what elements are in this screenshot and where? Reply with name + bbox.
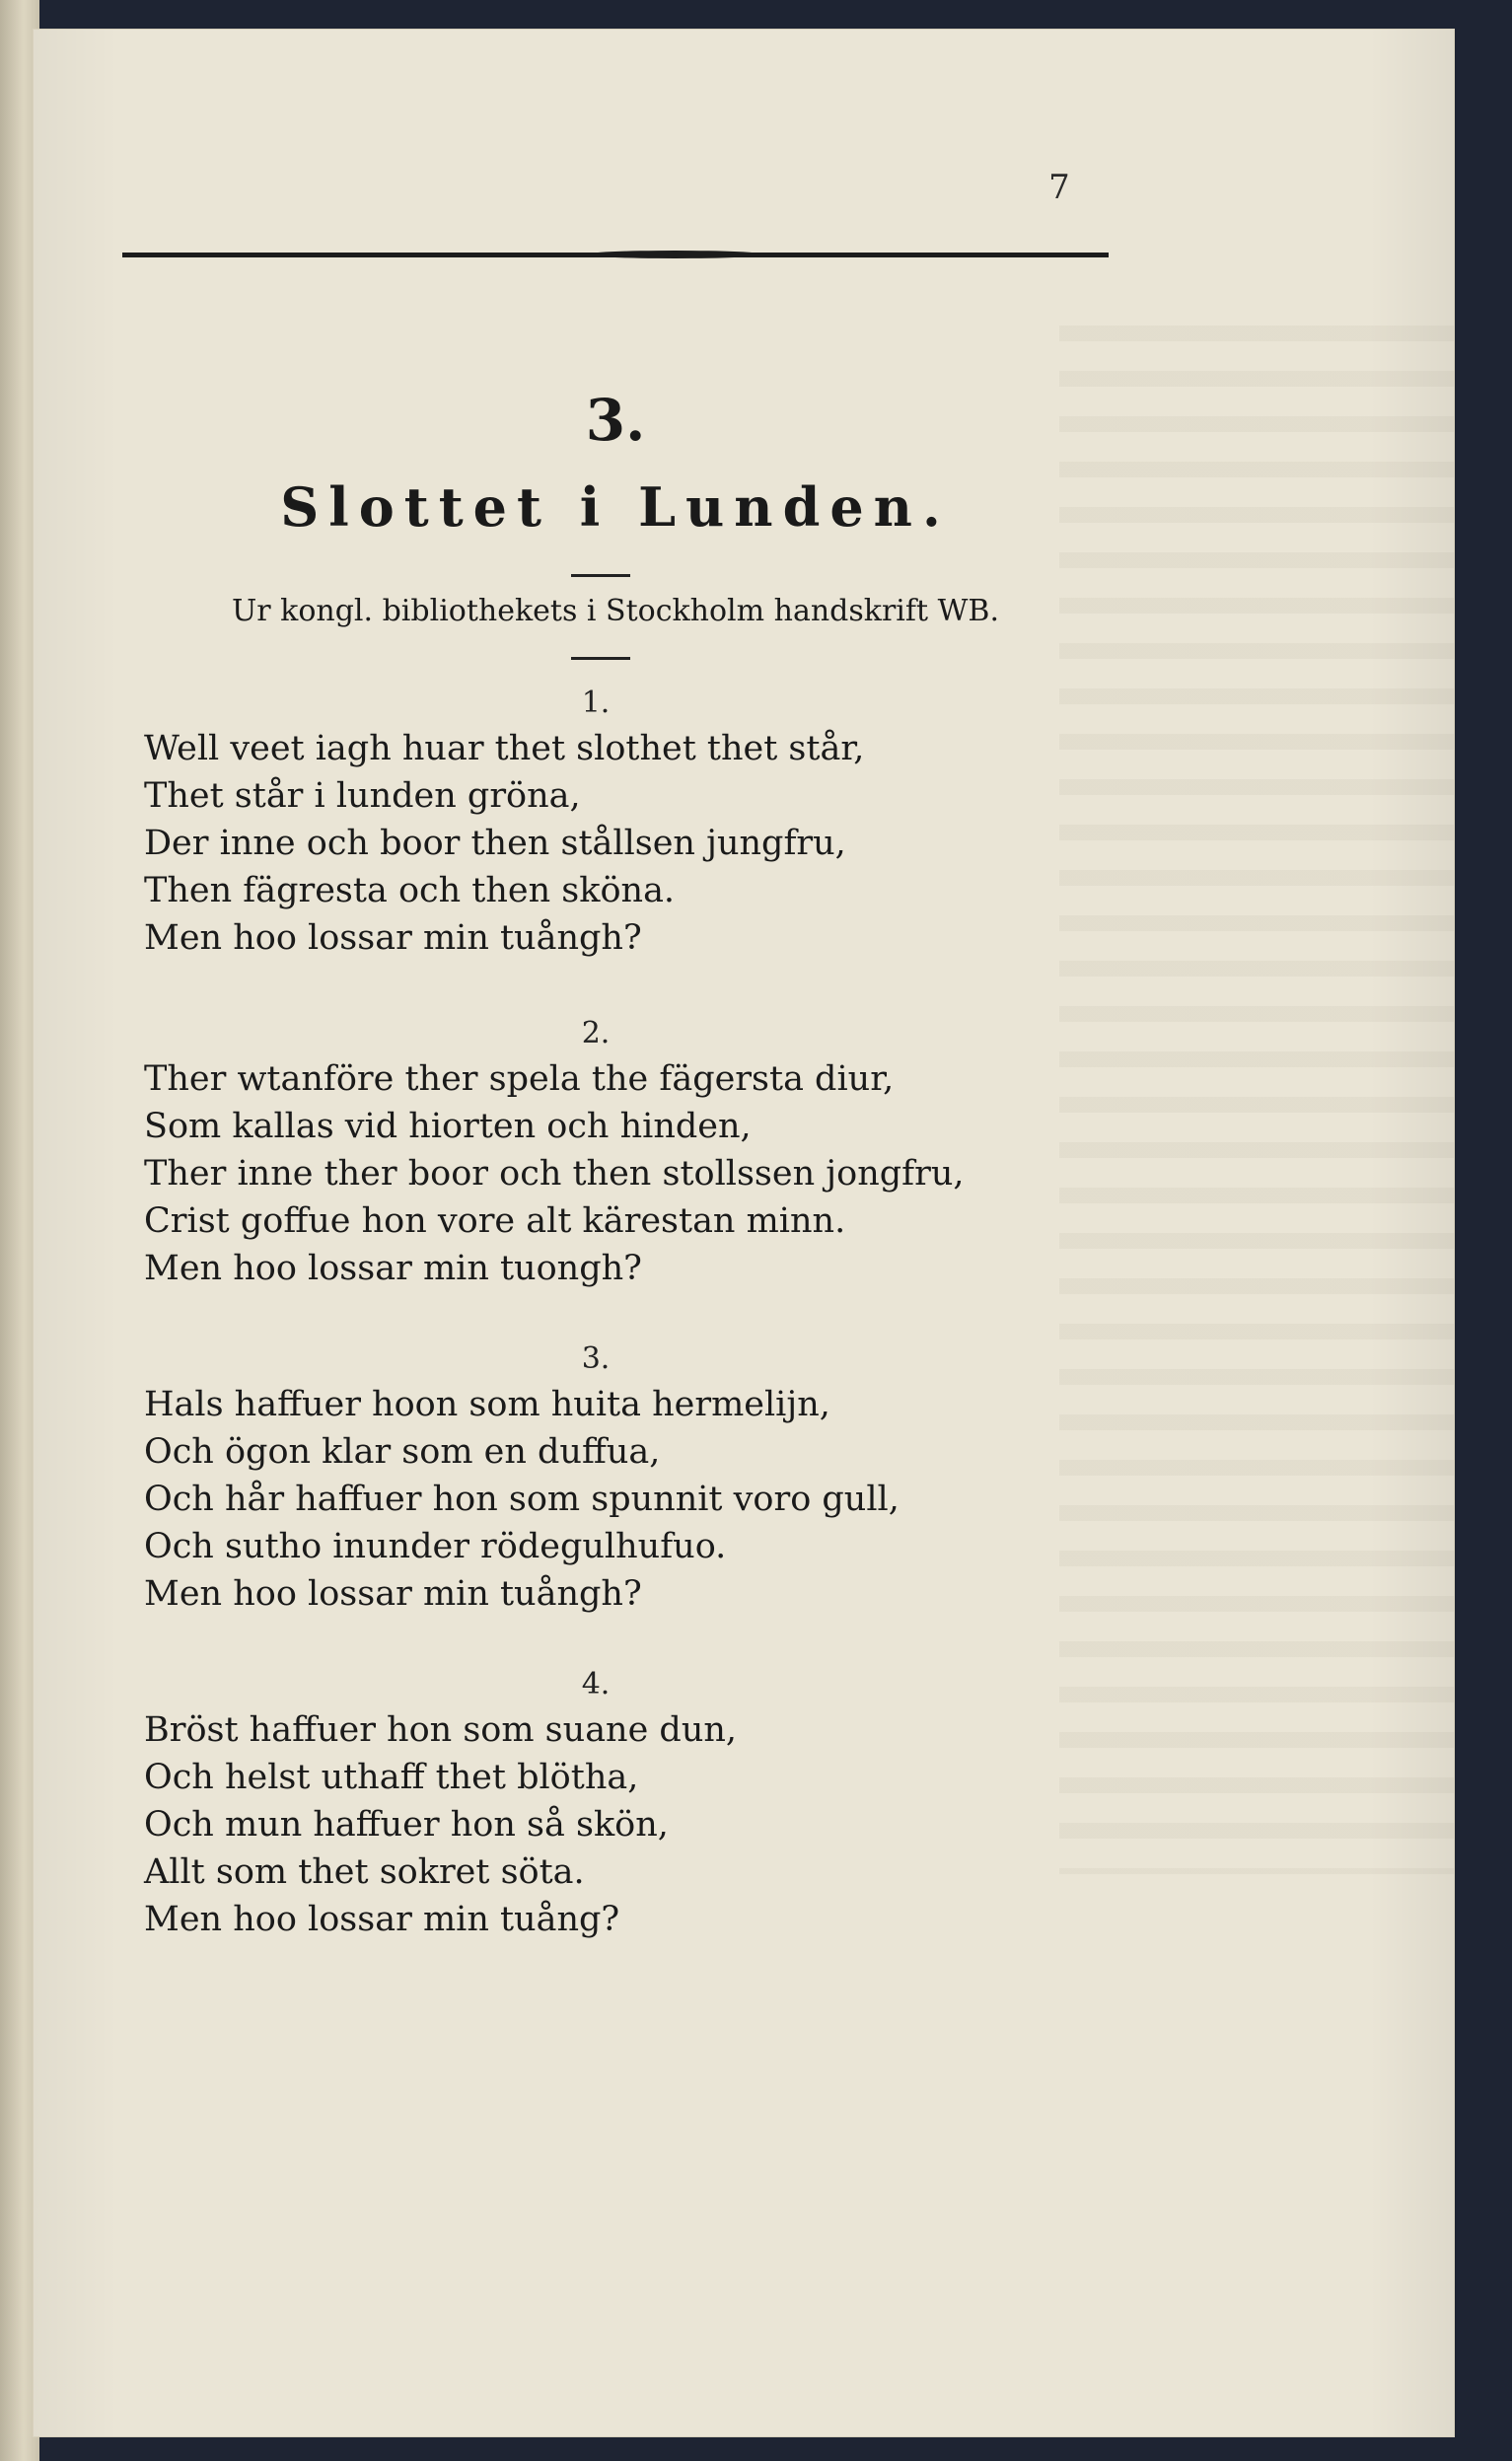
verse-line: Allt som thet sokret söta. [144, 1852, 585, 1892]
stanza-number: 2. [581, 1016, 611, 1050]
page-number: 7 [1048, 168, 1070, 207]
title-divider-top [571, 574, 630, 577]
verse-line: Bröst haffuer hon som suane dun, [144, 1710, 738, 1750]
book-page [34, 30, 1454, 2436]
verse-line: Thet står i lunden gröna, [144, 776, 581, 816]
verse-line: Och mun haffuer hon så skön, [144, 1805, 669, 1845]
stanza [144, 725, 1130, 962]
verse-line: Ther wtanföre ther spela the fägersta diur, [144, 1059, 895, 1099]
verse-line: Der inne och boor then stållsen jungfru, [144, 824, 846, 863]
verse-line: Som kallas vid hiorten och hinden, [144, 1107, 752, 1146]
verse-line: Och sutho inunder rödegulhufuo. [144, 1527, 727, 1566]
verse-line: Men hoo lossar min tuångh? [144, 1574, 642, 1614]
verse-line: Then fägresta och then sköna. [144, 871, 676, 910]
source-note: Ur kongl. bibliothekets i Stockholm handskrift WB. [232, 594, 999, 628]
stanza [144, 1706, 1130, 1943]
verse-line: Och helst uthaff thet blötha, [144, 1758, 639, 1797]
verse-line: Och hår haffuer hon som spunnit voro gull, [144, 1480, 900, 1519]
stanza [144, 1055, 1130, 1292]
verse-line: Ther inne ther boor och then stollssen jongfru, [144, 1154, 965, 1194]
verse-line: Hals haffuer hoon som huita hermelijn, [144, 1385, 830, 1424]
verse-line: Crist goffue hon vore alt kärestan minn. [144, 1201, 846, 1241]
verse-line: Men hoo lossar min tuång? [144, 1900, 620, 1939]
verse-line: Och ögon klar som en duffua, [144, 1432, 661, 1472]
verse-line: Men hoo lossar min tuångh? [144, 918, 642, 958]
stanza-number: 3. [581, 1341, 611, 1376]
header-rule-swell [586, 251, 763, 258]
verse-line: Men hoo lossar min tuongh? [144, 1249, 642, 1288]
stanza-number: 4. [581, 1667, 611, 1701]
stanza-number: 1. [581, 686, 611, 720]
title-divider-bottom [571, 657, 630, 660]
verse-line: Well veet iagh huar thet slothet thet står, [144, 729, 865, 768]
stanza [144, 1381, 1130, 1618]
song-title: Slottet i Lunden. [280, 475, 951, 539]
song-number: 3. [585, 387, 646, 454]
